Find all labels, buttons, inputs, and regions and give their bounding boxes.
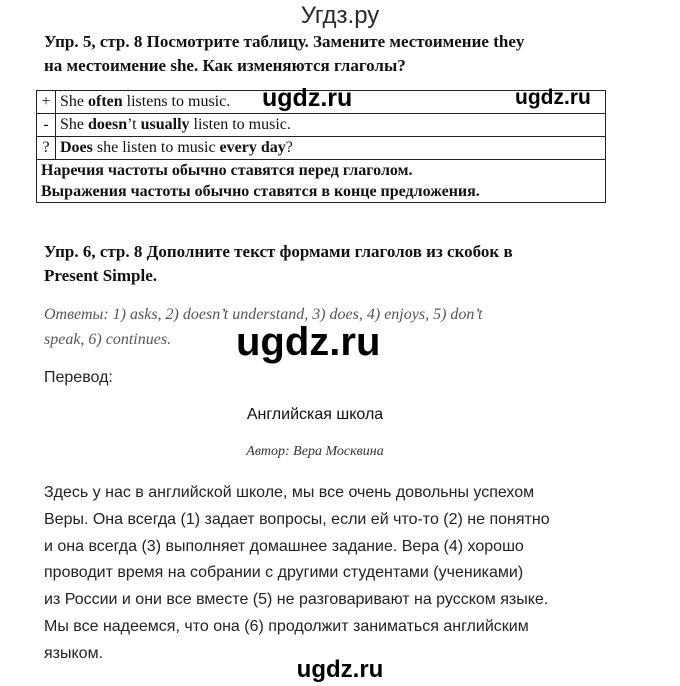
row-sentence [56,137,606,160]
story-title: Английская школа [246,406,384,423]
text-part: listens to music. [122,93,231,110]
text-part: She [60,116,88,133]
table-row [37,114,606,137]
text-part: ? [285,139,293,156]
table-row [37,137,606,160]
site-title: Угдз.ру [300,2,380,29]
exercise-6-heading-line1: Упр. 6, стр. 8 Дополните текст формами глаголов из скобок в [44,242,513,261]
answers-line2: speak, 6) continues. [44,331,172,348]
bold-part: every day [219,139,286,156]
bold-part: Does [60,139,93,156]
table-row [37,181,606,203]
text-part: She [60,93,88,110]
story-line: Веры. Она всегда (1) задает вопросы, если ей что-то (2) не понятно [44,510,550,528]
exercise-6-heading [44,240,513,288]
exercise-5-heading-line1: Упр. 5, стр. 8 Посмотрите таблицу. Замените местоимение they [44,32,525,51]
story-author: Автор: Вера Москвина [246,444,384,459]
bold-part: often [88,93,123,110]
exercise-5-heading-line2: на местоимение she. Как изменяются глаголы? [44,56,406,75]
table-note-expressions: Выражения частоты обычно ставятся в конце предложения. [37,181,606,203]
story-line: Здесь у нас в английской школе, мы все очень довольны успехом [44,484,535,501]
text-part: she listen to music [92,139,220,156]
bold-part: doesn [88,116,128,133]
row-symbol: - [37,114,56,137]
story-line: Мы все надеемся, что она (6) продолжит заниматься английским [44,617,529,635]
row-sentence [56,114,606,137]
table-note-adverbs: Наречия частоты обычно ставятся перед глаголом. [37,160,606,182]
story-line: из России и они все вместе (5) не разговаривают на русском языке. [44,591,549,609]
watermark: ugdz.ru [296,656,384,683]
text-part: ’t [127,116,141,133]
exercise-5-heading [44,30,524,78]
bold-part: usually [140,116,190,133]
story-line: и она всегда (3) выполняет домашнее задание. Вера (4) хорошо [44,537,524,555]
story-text [44,480,604,668]
table-row [37,160,606,182]
story-line: языком. [44,644,104,662]
exercise-6-heading-line2: Present Simple. [44,266,158,285]
watermark: ugdz.ru [236,320,381,364]
row-symbol: + [37,91,56,114]
watermark: ugdz.ru [262,84,353,112]
row-symbol: ? [37,137,56,160]
text-part: listen to music. [189,116,291,133]
translation-label: Перевод: [44,369,113,386]
story-line: проводит время на собрании с другими студентами (учениками) [44,564,524,582]
watermark: ugdz.ru [515,86,591,109]
answers-line1: Ответы: 1) asks, 2) doesn’t understand, 3) does, 4) enjoys, 5) don’t [44,306,483,323]
